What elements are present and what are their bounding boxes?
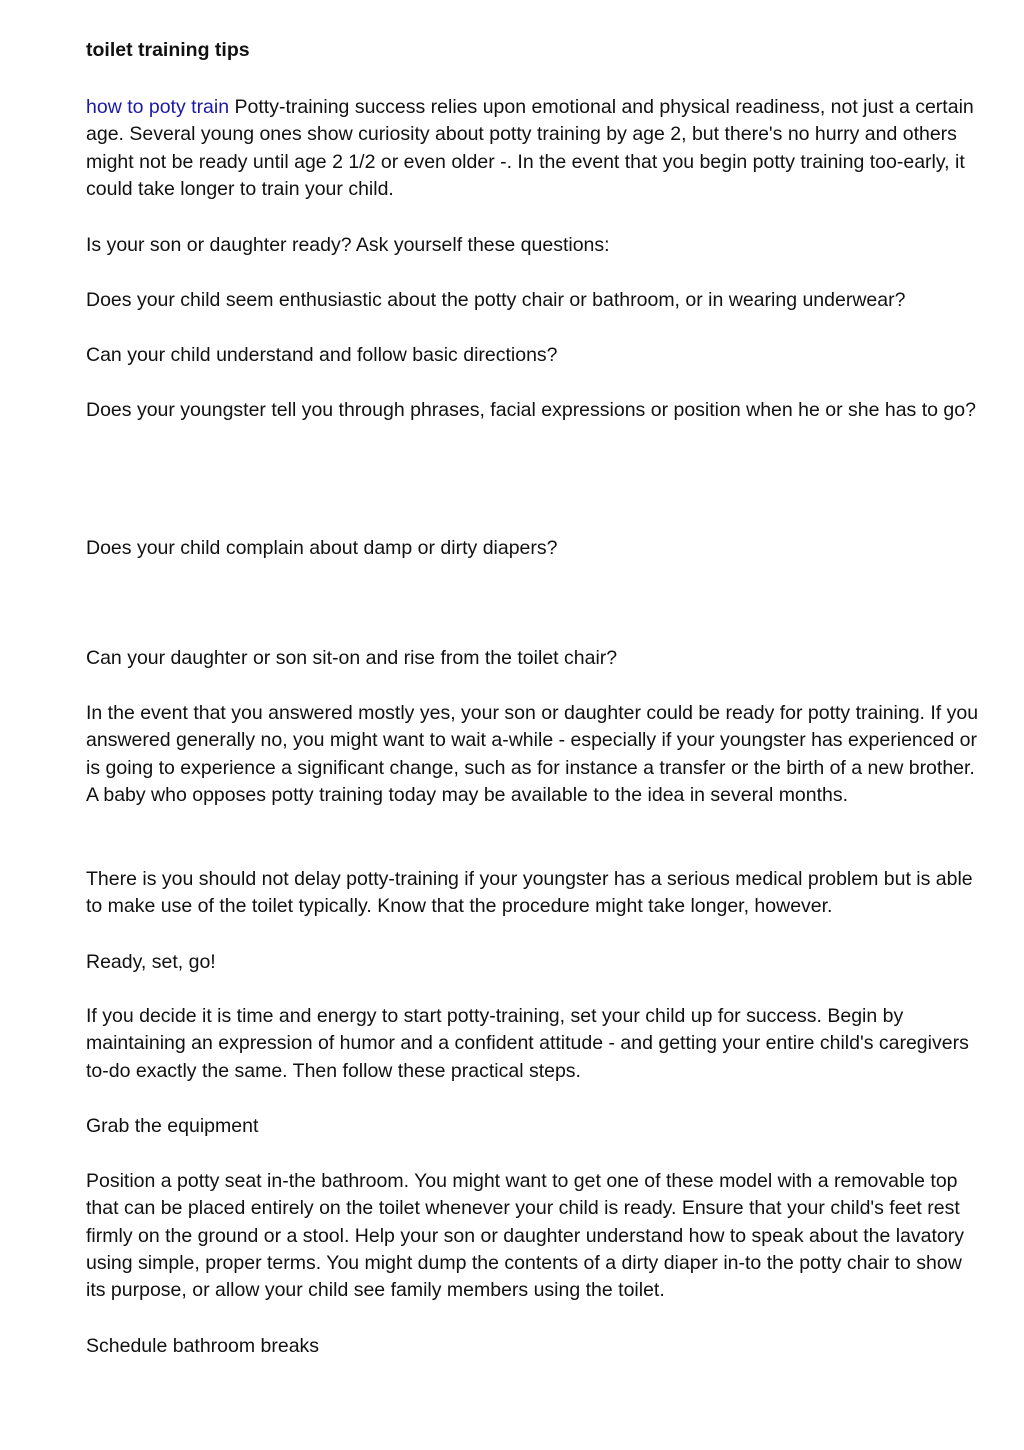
question-2: Can your child understand and follow basic directions? — [86, 344, 558, 366]
poty-train-link[interactable]: how to poty train — [86, 96, 230, 118]
decide-paragraph: If you decide it is time and energy to start potty-training, set your child up for success. Begin by maintaining an expression of humor and a confident attitude - and getting your entire child's caregivers to-do exactly the same. Then follow these practical steps. — [86, 1005, 969, 1082]
ready-question-paragraph: Is your son or daughter ready? Ask yourself these questions: — [86, 234, 610, 256]
question-5: Can your daughter or son sit-on and rise from the toilet chair? — [86, 647, 618, 669]
question-4: Does your child complain about damp or dirty diapers? — [86, 537, 558, 559]
question-1: Does your child seem enthusiastic about the potty chair or bathroom, or in wearing underwear? — [86, 289, 906, 311]
equipment-heading: Grab the equipment — [86, 1115, 259, 1137]
answered-paragraph: In the event that you answered mostly yes, your son or daughter could be ready for potty training. If you answered generally no, you might want to wait a-while - especially if your youngster has experienced or is going to experience a significant change, such as for instance a transfer or the birth of a new brother. A baby who opposes potty training today may be available to the idea in several months. — [86, 702, 979, 806]
document-title: toilet training tips — [86, 39, 250, 61]
intro-paragraph — [86, 94, 986, 203]
medical-paragraph: There is you should not delay potty-training if your youngster has a serious medical problem but is able to make use of the toilet typically. Know that the procedure might take longer, however. — [86, 868, 973, 918]
question-3: Does your youngster tell you through phrases, facial expressions or position when he or she has to go? — [86, 399, 976, 421]
schedule-heading: Schedule bathroom breaks — [86, 1335, 320, 1357]
position-paragraph: Position a potty seat in-the bathroom. You might want to get one of these model with a removable top that can be placed entirely on the toilet whenever your child is ready. Ensure that your child's feet rest firmly on the ground or a stool. Help your son or daughter understand how to speak about the lavatory using simple, proper terms. You might dump the contents of a dirty diaper in-to the potty chair to show its purpose, or allow your child see family members using the toilet. — [86, 1170, 965, 1302]
ready-set-go-heading: Ready, set, go! — [86, 951, 216, 973]
intro-text: Potty-training success relies upon emotional and physical readiness, not just a certain age. Several young ones show curiosity about potty training by age 2, but there's no hurry and others might not be ready until age 2 1/2 or even older -. In the event that you begin potty training too-early, it could take longer to train your child. — [86, 96, 974, 200]
